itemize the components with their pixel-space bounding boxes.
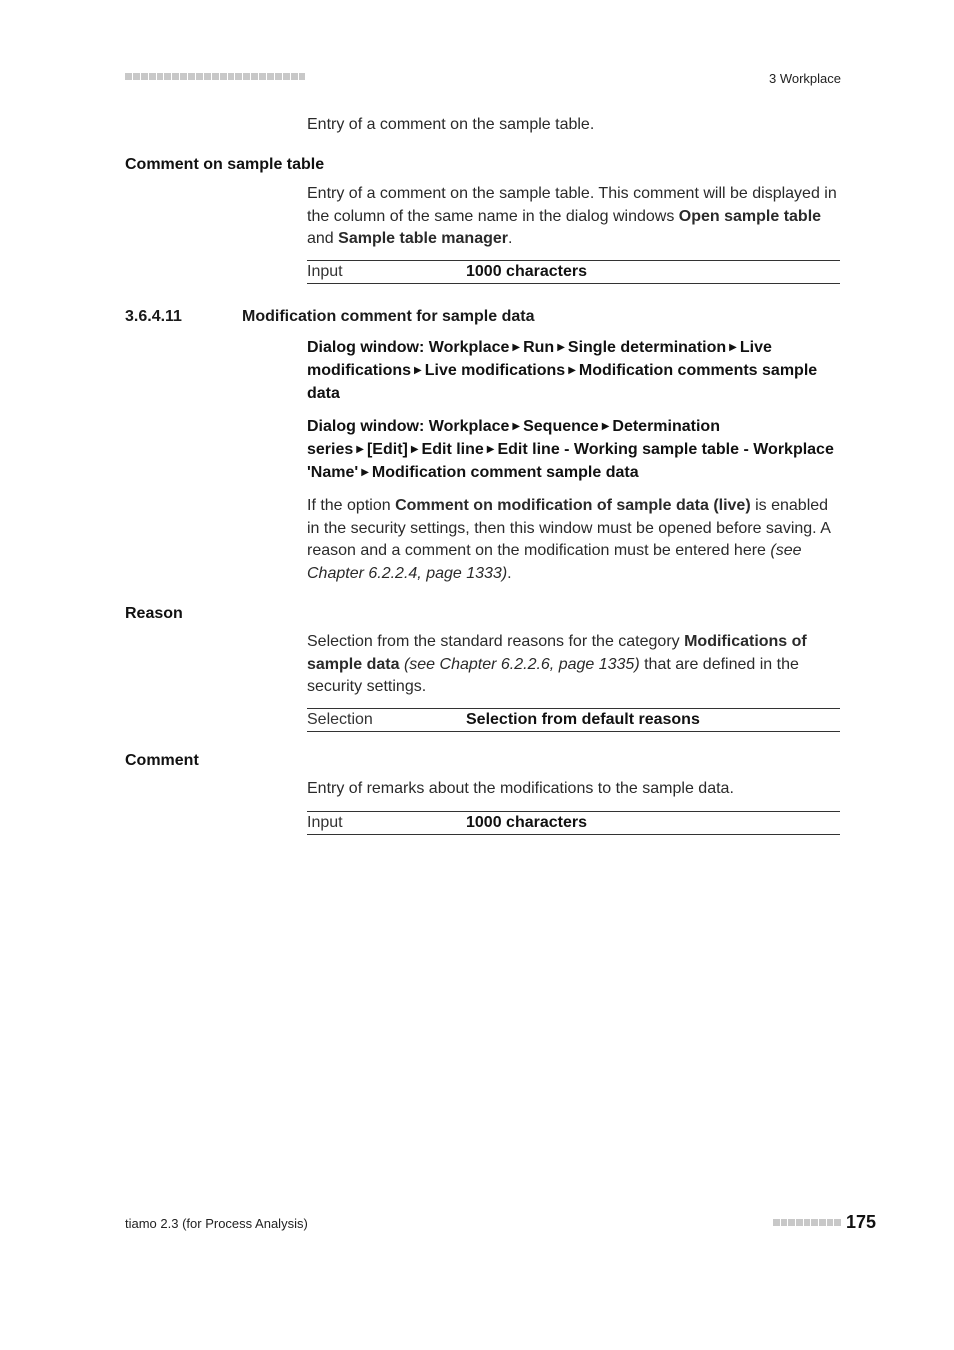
- reason-description: [307, 631, 840, 699]
- path-step: [Edit]: [366, 441, 408, 458]
- decorative-square: [259, 73, 266, 80]
- footer-decoration: [773, 1219, 841, 1227]
- decorative-square: [164, 73, 171, 80]
- ui-term-sample-table-manager: Sample table manager: [338, 230, 508, 247]
- decorative-square: [172, 73, 179, 80]
- path-step: Edit line: [421, 441, 484, 458]
- arrow-right-icon: ▶: [512, 342, 521, 353]
- path-step: Dialog window: Workplace: [307, 339, 510, 356]
- decorative-square: [773, 1219, 780, 1226]
- decorative-square: [243, 73, 250, 80]
- decorative-square: [125, 73, 132, 80]
- decorative-square: [275, 73, 282, 80]
- arrow-right-icon: ▶: [486, 444, 495, 455]
- intro-text: Entry of a comment on the sample table.: [307, 116, 595, 133]
- decorative-square: [804, 1219, 811, 1226]
- spec-value: 1000 characters: [466, 814, 587, 831]
- path-step: Live modifications: [307, 339, 772, 379]
- decorative-square: [788, 1219, 795, 1226]
- cross-reference-link[interactable]: (see Chapter 6.2.2.4, page 1333): [307, 542, 802, 582]
- decorative-square: [220, 73, 227, 80]
- decorative-square: [133, 73, 140, 80]
- running-header-chapter: 3 Workplace: [768, 71, 841, 86]
- decorative-square: [781, 1219, 788, 1226]
- spec-key: Input: [307, 814, 343, 831]
- cross-reference-link[interactable]: (see Chapter 6.2.2.6, page 1335): [403, 655, 640, 673]
- decorative-square: [188, 73, 195, 80]
- decorative-square: [819, 1219, 826, 1226]
- arrow-right-icon: ▶: [557, 342, 565, 353]
- path-step: Determination series: [307, 418, 720, 458]
- dialog-path-1: [307, 336, 840, 405]
- text-run: that are defined in the security settings.: [307, 655, 799, 695]
- ui-term-option: Comment on modification of sample data (live): [395, 497, 751, 514]
- text-run: .: [507, 564, 512, 582]
- path-step: Sequence: [523, 418, 599, 435]
- comment-description: Entry of remarks about the modifications to the sample data.: [307, 780, 734, 797]
- footer-product: tiamo 2.3 (for Process Analysis): [125, 1216, 308, 1231]
- decorative-square: [283, 73, 290, 80]
- text-run: and: [307, 230, 339, 247]
- arrow-right-icon: ▶: [601, 421, 610, 432]
- arrow-right-icon: ▶: [729, 342, 737, 353]
- path-step: Modification comment sample data: [371, 464, 639, 481]
- section-title: Modification comment for sample data: [242, 308, 535, 325]
- spec-value: 1000 characters: [466, 263, 587, 280]
- decorative-square: [291, 73, 298, 80]
- decorative-square: [827, 1219, 834, 1226]
- spec-key: Selection: [307, 711, 373, 728]
- decorative-square: [235, 73, 242, 80]
- text-run: is enabled in the security settings, then this window must be opened before saving. A reason and a comment on the modification must be entered here: [307, 497, 830, 559]
- path-step: Edit line - Working sample table - Workplace 'Name': [307, 441, 834, 481]
- decorative-square: [157, 73, 164, 80]
- path-step: Live modifications: [424, 362, 566, 379]
- spec-value: Selection from default reasons: [466, 711, 700, 728]
- path-step: Single determination: [567, 339, 727, 356]
- ui-term-category: Modifications of sample data: [307, 633, 807, 673]
- decorative-square: [196, 73, 203, 80]
- page-number: 175: [846, 1212, 877, 1232]
- text-run: .: [507, 230, 513, 247]
- decorative-square: [212, 73, 219, 80]
- spec-key: Input: [307, 263, 343, 280]
- section-number: 3.6.4.11: [125, 308, 182, 325]
- comment-on-sample-table-heading: Comment on sample table: [125, 156, 325, 173]
- input-spec-table: [307, 811, 840, 835]
- comment-heading: Comment: [125, 752, 199, 769]
- decorative-square: [299, 73, 306, 80]
- path-step: Dialog window: Workplace: [307, 418, 510, 435]
- path-step: Run: [523, 339, 555, 356]
- decorative-square: [796, 1219, 803, 1226]
- header-decoration: [125, 73, 307, 82]
- decorative-square: [204, 73, 211, 80]
- input-spec-table: [307, 260, 840, 284]
- text-run: Selection from the standard reasons for the category: [307, 633, 685, 650]
- decorative-square: [251, 73, 258, 80]
- decorative-square: [180, 73, 187, 80]
- arrow-right-icon: ▶: [361, 467, 369, 478]
- decorative-square: [267, 73, 274, 80]
- arrow-right-icon: ▶: [512, 421, 521, 432]
- decorative-square: [149, 73, 156, 80]
- decorative-square: [834, 1219, 841, 1226]
- decorative-square: [141, 73, 148, 80]
- ui-term-open-sample-table: Open sample table: [678, 207, 822, 225]
- text-run: Entry of a comment on the sample table. This comment will be displayed in the column of the same name in the dialog windows: [307, 185, 837, 225]
- section-description: [307, 495, 840, 585]
- comment-on-sample-table-description: [307, 183, 840, 251]
- arrow-right-icon: ▶: [410, 444, 419, 455]
- dialog-path-2: [307, 415, 840, 484]
- arrow-right-icon: ▶: [356, 444, 364, 455]
- reason-heading: Reason: [125, 605, 183, 622]
- path-step: Modification comments sample data: [307, 362, 818, 402]
- selection-spec-table: [307, 708, 840, 732]
- text-run: If the option: [307, 497, 396, 514]
- arrow-right-icon: ▶: [414, 365, 422, 376]
- arrow-right-icon: ▶: [568, 365, 576, 376]
- decorative-square: [228, 73, 235, 80]
- decorative-square: [811, 1219, 818, 1226]
